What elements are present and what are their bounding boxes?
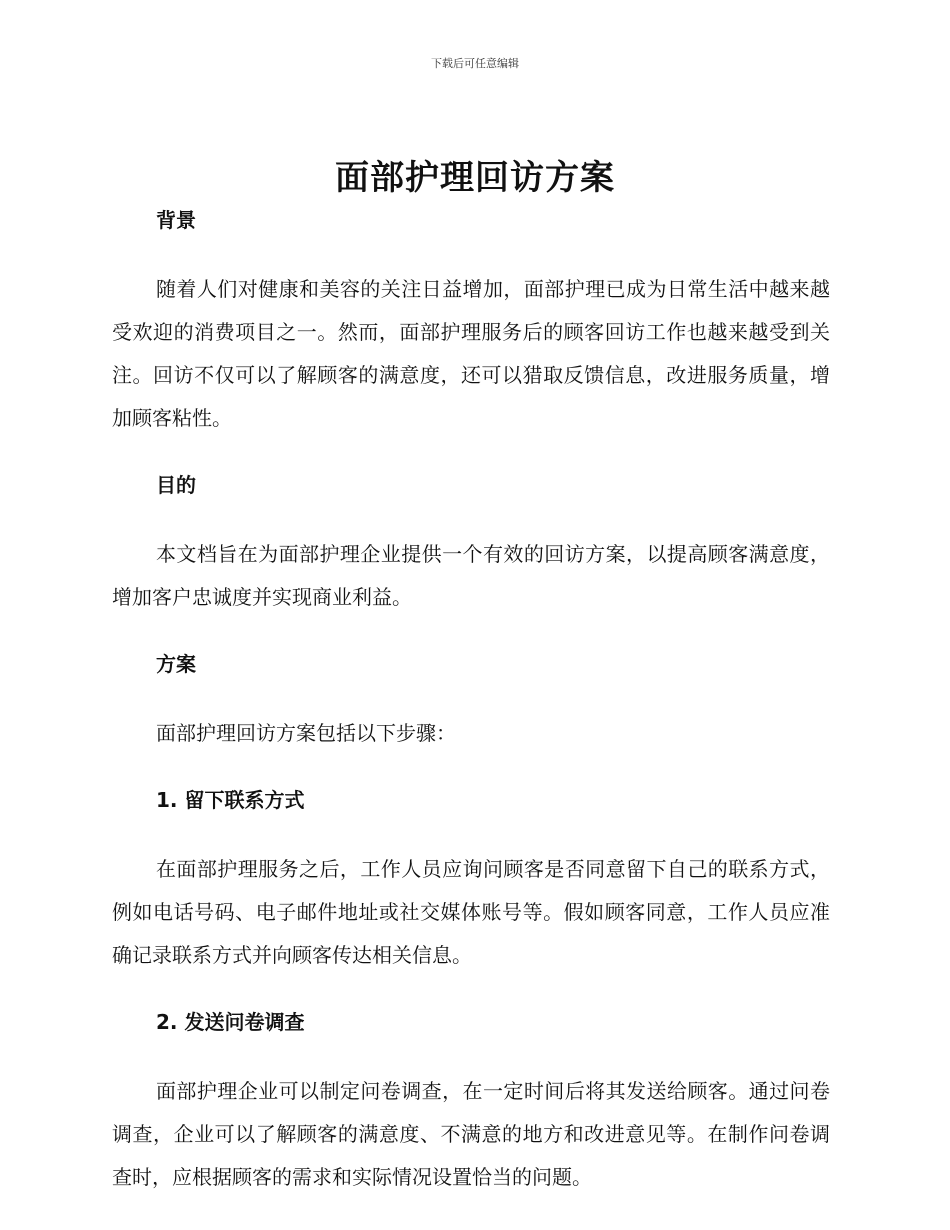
section-heading-purpose: 目的 xyxy=(156,473,196,497)
section-paragraph-plan: 面部护理回访方案包括以下步骤： xyxy=(156,721,456,745)
section-heading-contact: 1. 留下联系方式 xyxy=(156,788,305,812)
section-heading-survey: 2. 发送问卷调查 xyxy=(156,1010,305,1034)
section-paragraph-survey: 面部护理企业可以制定问卷调查，在一定时间后将其发送给顾客。通过问卷调查，企业可以了解顾客的满意度、不满意的地方和改进意见等。在制作问卷调查时，应根据顾客的需求和实际情况设置恰当的问题。 xyxy=(112,1079,830,1189)
header-note: 下载后可任意编辑 xyxy=(431,57,519,70)
section-heading-plan: 方案 xyxy=(156,652,196,676)
section-paragraph-purpose: 本文档旨在为面部护理企业提供一个有效的回访方案，以提高顾客满意度，增加客户忠诚度并实现商业利益。 xyxy=(112,542,830,609)
document-title: 面部护理回访方案 xyxy=(335,158,615,198)
section-paragraph-contact: 在面部护理服务之后，工作人员应询问顾客是否同意留下自己的联系方式，例如电话号码、电子邮件地址或社交媒体账号等。假如顾客同意，工作人员应准确记录联系方式并向顾客传达相关信息。 xyxy=(112,857,830,967)
section-heading-background: 背景 xyxy=(156,208,196,232)
document-body xyxy=(112,205,830,1199)
section-paragraph-background: 随着人们对健康和美容的关注日益增加，面部护理已成为日常生活中越来越受欢迎的消费项目之一。然而，面部护理服务后的顾客回访工作也越来越受到关注。回访不仅可以了解顾客的满意度，还可以猎取反馈信息，改进服务质量，增加顾客粘性。 xyxy=(112,277,830,430)
